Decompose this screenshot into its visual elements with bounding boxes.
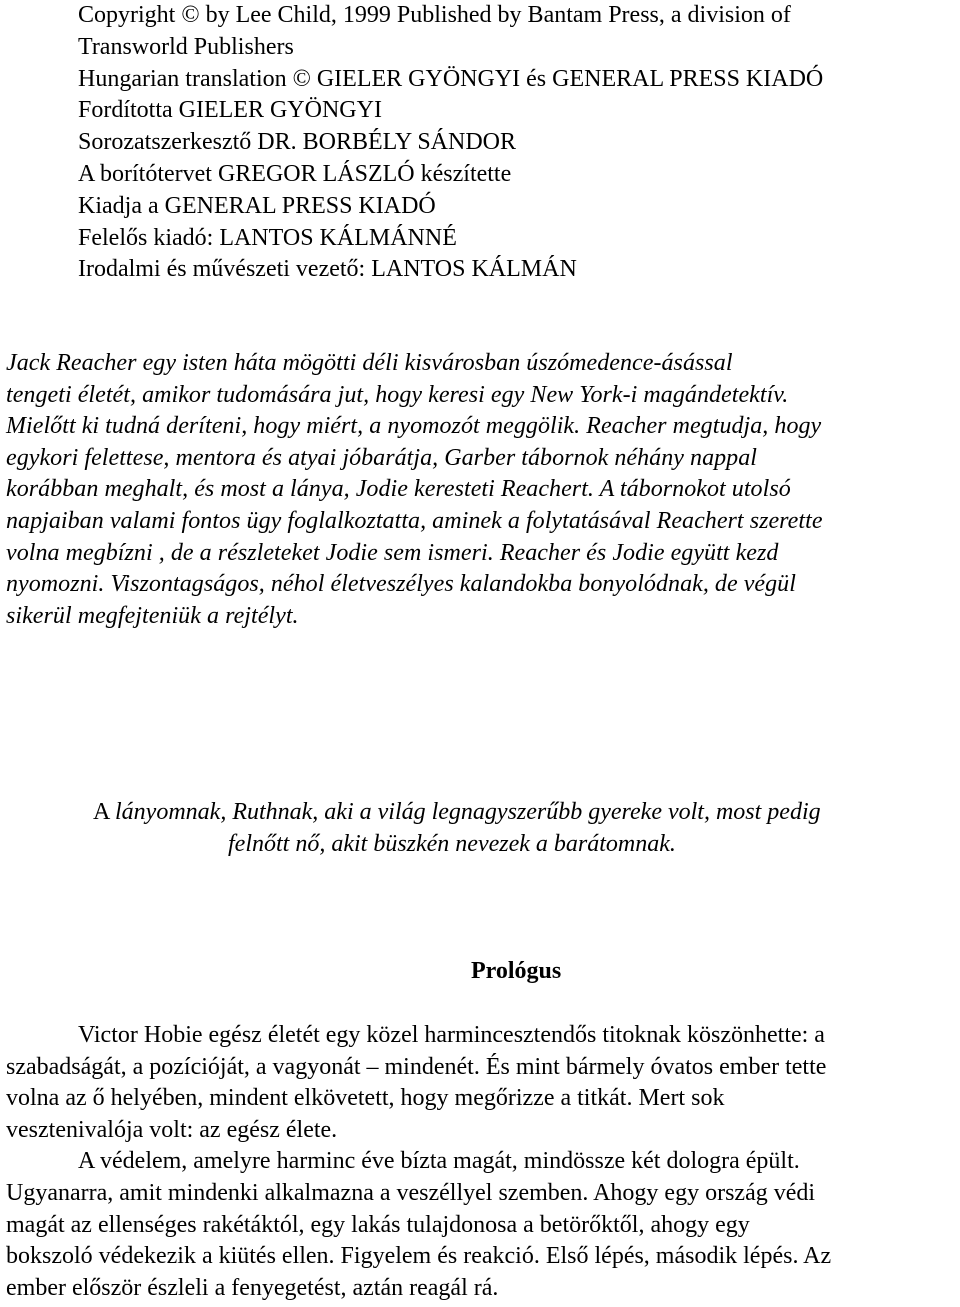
blurb-line: korábban meghalt, és most a lánya, Jodie keresteti Reachert. A tábornokot utolsó [6, 476, 791, 503]
blurb-line: Mielőtt ki tudná deríteni, hogy miért, a nyomozót meggölik. Reacher megtudja, hogy [6, 413, 822, 440]
prologue-line: ember először észleli a fenyegetést, aztán reagál rá. [6, 1274, 499, 1301]
imprint-line: Sorozatszerkesztő DR. BORBÉLY SÁNDOR [78, 129, 516, 156]
imprint-line: A borítótervet GREGOR LÁSZLÓ készítette [78, 160, 512, 187]
blurb-line: Jack Reacher egy isten háta mögötti déli kisvárosban úszómedence-ásással [6, 350, 733, 376]
dedication [0, 797, 960, 860]
imprint-line: Copyright © by Lee Child, 1999 Published by Bantam Press, a division of [78, 2, 791, 28]
blurb-line: egykori felettese, mentora és atyai jóbarátja, Garber tábornok néhány nappal [6, 444, 757, 471]
prologue-line: Victor Hobie egész életét egy közel harmincesztendős titoknak köszönhette: a [78, 1022, 825, 1048]
prologue-line: A védelem, amelyre harminc éve bízta magát, mindössze két dologra épült. [78, 1148, 800, 1175]
imprint-line: Fordította GIELER GYÖNGYI [78, 97, 382, 124]
prologue-line: magát az ellenséges rakétáktól, egy lakás tulajdonosa a betörőktől, ahogy egy [6, 1211, 750, 1238]
blurb-line: sikerül megfejteniük a rejtélyt. [6, 602, 299, 629]
prologue-line: bokszoló védekezik a kiütés ellen. Figyelem és reakció. Első lépés, második lépés. Az [6, 1243, 832, 1270]
imprint-line: Kiadja a GENERAL PRESS KIADÓ [78, 192, 436, 219]
imprint-line: Felelős kiadó: LANTOS KÁLMÁNNÉ [78, 224, 457, 251]
prologue-line: volna az ő helyében, mindent elkövetett, hogy megőrizze a titkát. Mert sok [6, 1085, 725, 1112]
blurb-line: nyomozni. Viszontagságos, néhol életveszélyes kalandokba bonyolódnak, de végül [6, 571, 796, 598]
prologue-text [6, 1020, 960, 1304]
dedication-line-1 [0, 797, 960, 829]
blurb-line: volna megbízni , de a részleteket Jodie sem ismeri. Reacher és Jodie együtt kezd [6, 539, 779, 566]
dedication-prefix: A [93, 799, 116, 825]
dedication-line-2: felnőtt nő, akit büszkén nevezek a barátomnak. [228, 830, 676, 857]
blurb-line: napjaiban valami fontos ügy foglalkoztatta, aminek a folytatásával Reachert szerette [6, 507, 823, 534]
blurb-line: tengeti életét, amikor tudomására jut, hogy keresi egy New York-i magándetektív. [6, 381, 789, 408]
chapter-title: Prológus [471, 958, 562, 984]
book-blurb [6, 348, 960, 632]
prologue-line: szabadságát, a pozícióját, a vagyonát – mindenét. És mint bármely óvatos ember tette [6, 1053, 827, 1080]
prologue-line: vesztenivalója volt: az egész élete. [6, 1116, 338, 1143]
imprint-line: Hungarian translation © GIELER GYÖNGYI és GENERAL PRESS KIADÓ [78, 65, 824, 92]
prologue-line: Ugyanarra, amit mindenki alkalmazna a veszéllyel szemben. Ahogy egy ország védi [6, 1179, 816, 1206]
dedication-text: lányomnak, Ruthnak, aki a világ legnagyszerűbb gyereke volt, most pedig [115, 799, 821, 825]
imprint-block [78, 0, 960, 286]
imprint-line: Transworld Publishers [78, 33, 294, 60]
imprint-line: Irodalmi és művészeti vezető: LANTOS KÁLMÁN [78, 256, 577, 283]
